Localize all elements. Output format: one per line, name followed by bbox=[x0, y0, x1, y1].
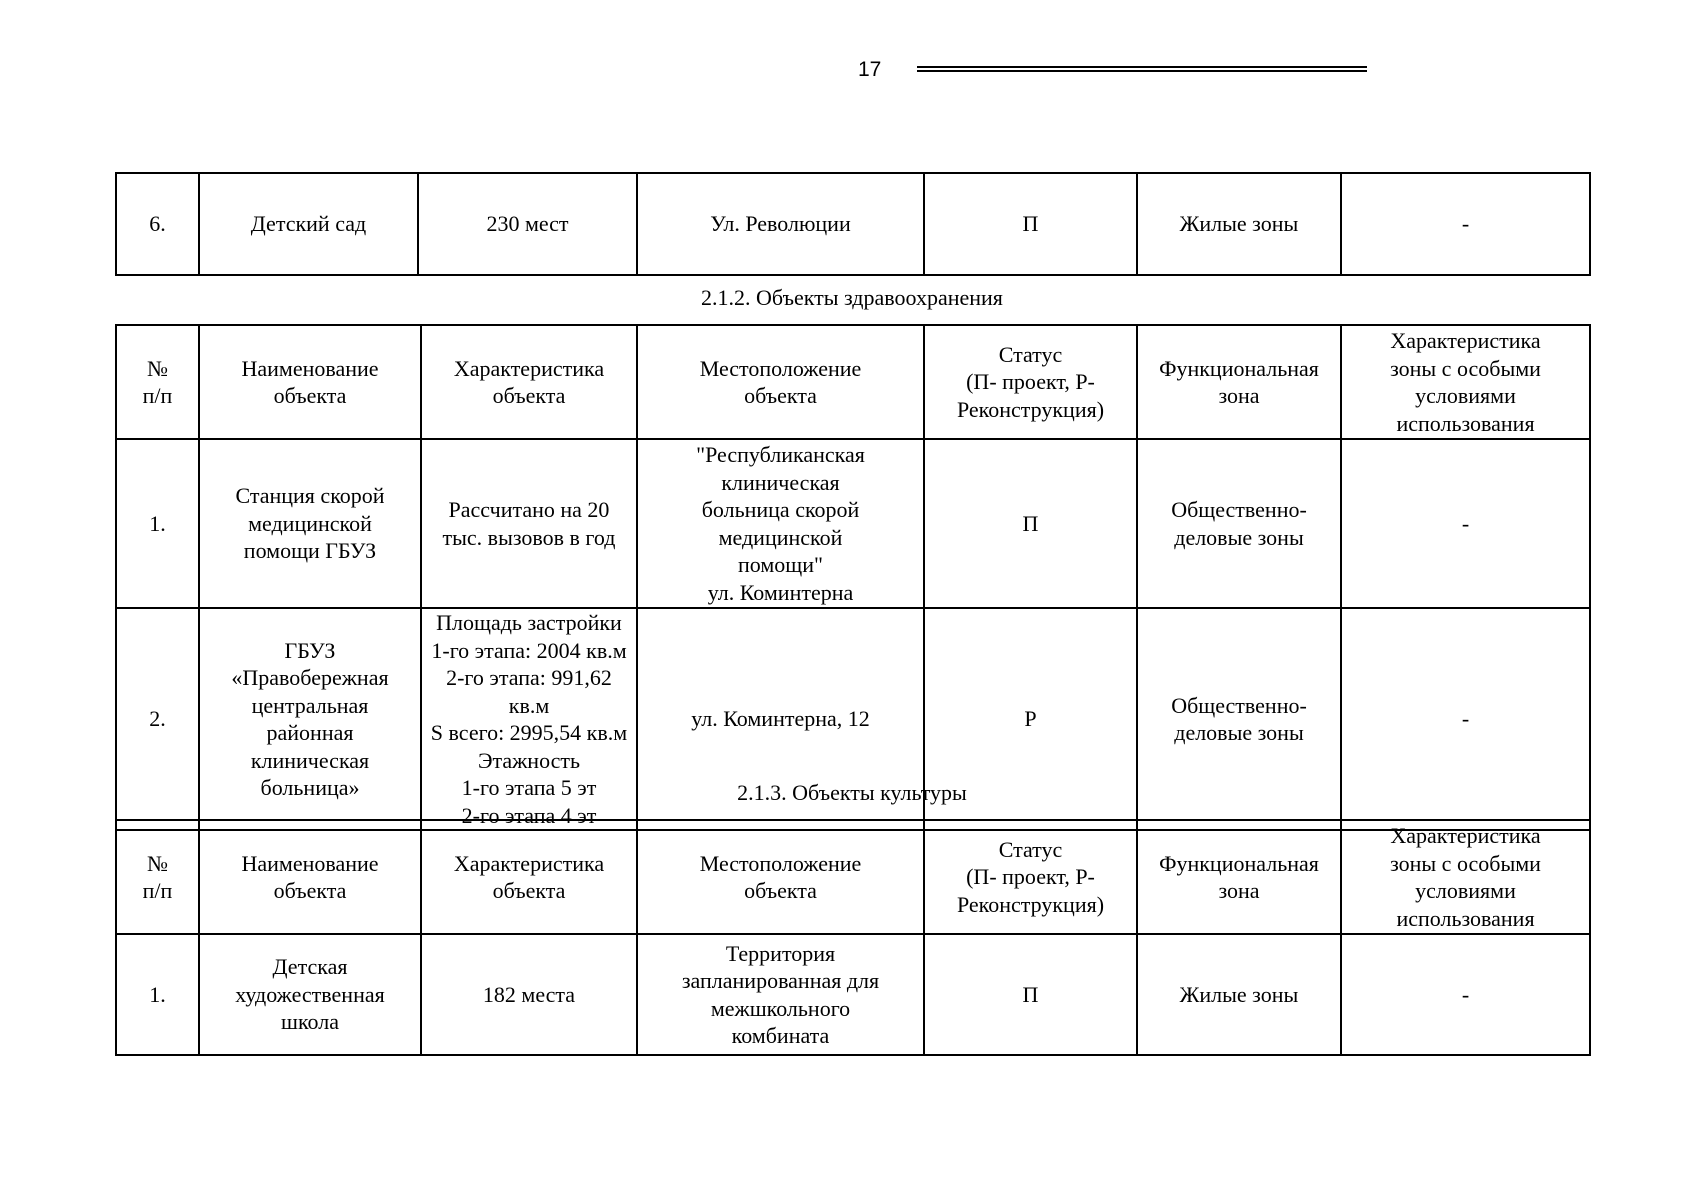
table-header-row bbox=[116, 820, 1590, 934]
header-name: Наименование объекта bbox=[199, 325, 421, 439]
header-status: Статус (П- проект, Р- Реконструкция) bbox=[924, 325, 1137, 439]
special-zone: - bbox=[1341, 439, 1590, 608]
object-status: П bbox=[924, 173, 1137, 275]
header-status: Статус (П- проект, Р- Реконструкция) bbox=[924, 820, 1137, 934]
functional-zone: Жилые зоны bbox=[1137, 934, 1341, 1055]
object-location: ул. Коминтерна, 12 bbox=[637, 608, 924, 830]
table-row bbox=[116, 934, 1590, 1055]
header-location: Местоположение объекта bbox=[637, 820, 924, 934]
row-number: 1. bbox=[116, 439, 199, 608]
object-name: Станция скорой медицинской помощи ГБУЗ bbox=[199, 439, 421, 608]
header-zone: Функциональная зона bbox=[1137, 325, 1341, 439]
functional-zone: Общественно- деловые зоны bbox=[1137, 439, 1341, 608]
table-row bbox=[116, 439, 1590, 608]
header-characteristic: Характеристика объекта bbox=[421, 325, 637, 439]
object-location: Территория запланированная для межшкольного комбината bbox=[637, 934, 924, 1055]
object-characteristic: 230 мест bbox=[418, 173, 637, 275]
page-number: 17 bbox=[858, 58, 882, 81]
table-continuation bbox=[115, 172, 1591, 276]
special-zone: - bbox=[1341, 934, 1590, 1055]
object-status: П bbox=[924, 439, 1137, 608]
page-header-rule bbox=[917, 66, 1367, 72]
section-title-health: 2.1.2. Объекты здравоохранения bbox=[701, 285, 1003, 310]
header-zone: Функциональная зона bbox=[1137, 820, 1341, 934]
object-name: ГБУЗ «Правобережная центральная районная клиническая больница» bbox=[199, 608, 421, 830]
table-health bbox=[115, 324, 1591, 831]
header-special: Характеристика зоны с особыми условиями использования bbox=[1341, 820, 1590, 934]
special-zone: - bbox=[1341, 608, 1590, 830]
functional-zone: Жилые зоны bbox=[1137, 173, 1341, 275]
section-title-culture: 2.1.3. Объекты культуры bbox=[737, 780, 967, 805]
table-header-row bbox=[116, 325, 1590, 439]
table-culture bbox=[115, 819, 1591, 1056]
object-characteristic: Площадь застройки 1-го этапа: 2004 кв.м 2-го этапа: 991,62 кв.м S всего: 2995,54 кв.м Этажность 1-го этапа 5 эт 2-го этапа 4 эт bbox=[421, 608, 637, 830]
object-characteristic: 182 места bbox=[421, 934, 637, 1055]
header-characteristic: Характеристика объекта bbox=[421, 820, 637, 934]
object-name: Детская художественная школа bbox=[199, 934, 421, 1055]
header-name: Наименование объекта bbox=[199, 820, 421, 934]
special-zone: - bbox=[1341, 173, 1590, 275]
object-status: П bbox=[924, 934, 1137, 1055]
row-number: 6. bbox=[116, 173, 199, 275]
object-characteristic: Рассчитано на 20 тыс. вызовов в год bbox=[421, 439, 637, 608]
header-special: Характеристика зоны с особыми условиями использования bbox=[1341, 325, 1590, 439]
functional-zone: Общественно- деловые зоны bbox=[1137, 608, 1341, 830]
object-location: "Республиканская клиническая больница скорой медицинской помощи" ул. Коминтерна bbox=[637, 439, 924, 608]
object-name: Детский сад bbox=[199, 173, 418, 275]
header-location: Местоположение объекта bbox=[637, 325, 924, 439]
header-number: № п/п bbox=[116, 325, 199, 439]
row-number: 1. bbox=[116, 934, 199, 1055]
table-row bbox=[116, 173, 1590, 275]
object-status: Р bbox=[924, 608, 1137, 830]
object-location: Ул. Революции bbox=[637, 173, 924, 275]
header-number: № п/п bbox=[116, 820, 199, 934]
row-number: 2. bbox=[116, 608, 199, 830]
